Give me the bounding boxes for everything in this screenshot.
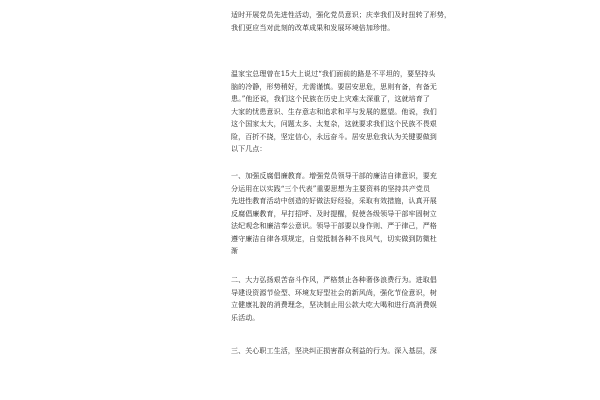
- text-line: 三、关心职工生活，坚决纠正损害群众利益的行为。深入基层，深: [231, 347, 437, 355]
- text-line: 大家的忧患意识、生存意志和追求和平与发展的愿望。他说，我们: [231, 107, 437, 116]
- text-line: 适时开展党员先进性活动，强化党员意识；庆幸我们及时扭转了形势，: [231, 11, 452, 19]
- paragraph-point-one: [231, 170, 437, 258]
- text-line: 渐: [231, 247, 239, 255]
- paragraph-premier-quote: [231, 68, 437, 156]
- text-line: 脑的冷静，形势稍好，尤需谨慎。要居安思危，思则有备，有备无: [231, 82, 437, 91]
- text-line: 反腐倡廉教育，早打招呼、及时提醒，促使各级领导干部牢固树立: [231, 209, 437, 218]
- text-line: 乐活动。: [231, 313, 260, 322]
- paragraph-intro: [231, 9, 452, 34]
- text-line: 我们更应当对此刻的改革成果和发展环境倍加珍惜。: [231, 23, 395, 32]
- text-line: 温家宝总理曾在15大上说过“我们面前的路是不平坦的，要坚持头: [231, 70, 436, 78]
- text-line: 导建设资源节俭型、环境友好型社会的新风尚，强化节俭意识，树: [231, 288, 437, 297]
- text-line: 二、大力弘扬艰苦奋斗作风，严格禁止各种奢侈浪费行为。进取倡: [231, 276, 437, 284]
- text-line: 一、加强反腐倡廉教育。增强党员领导干部的廉洁自律意识，要充: [231, 172, 437, 180]
- text-line: 立健康礼貌的消费理念，坚决制止用公款大吃大喝和进行高消费娱: [231, 301, 437, 309]
- text-line: 先进性教育活动中创造的好做法好经验，采取有效措施，认真开展: [231, 197, 437, 205]
- text-line: 险，百折不挠，坚定信心，永远奋斗。居安思危我认为关键要做到: [231, 132, 437, 141]
- paragraph-point-three: [231, 345, 437, 358]
- text-line: 法纪观念和廉洁奉公意识。领导干部要以身作则、严于律己，严格: [231, 222, 437, 230]
- text-line: 遵守廉洁自律各项规定，自觉抵制各种不良风气，切实做到防微杜: [231, 234, 437, 243]
- paragraph-point-two: [231, 274, 437, 324]
- text-line: 患。”他还说，我们这个民族在历史上灾难太深重了，这就培育了: [231, 95, 430, 103]
- text-line: 以下几点：: [231, 145, 267, 153]
- text-line: 这个国家太大，问题太多、太复杂，这就要求我们这个民族不畏艰: [231, 120, 437, 128]
- text-line: 分运用在以实践“三个代表”重要思想为主要资料的坚持共产党员: [231, 184, 431, 193]
